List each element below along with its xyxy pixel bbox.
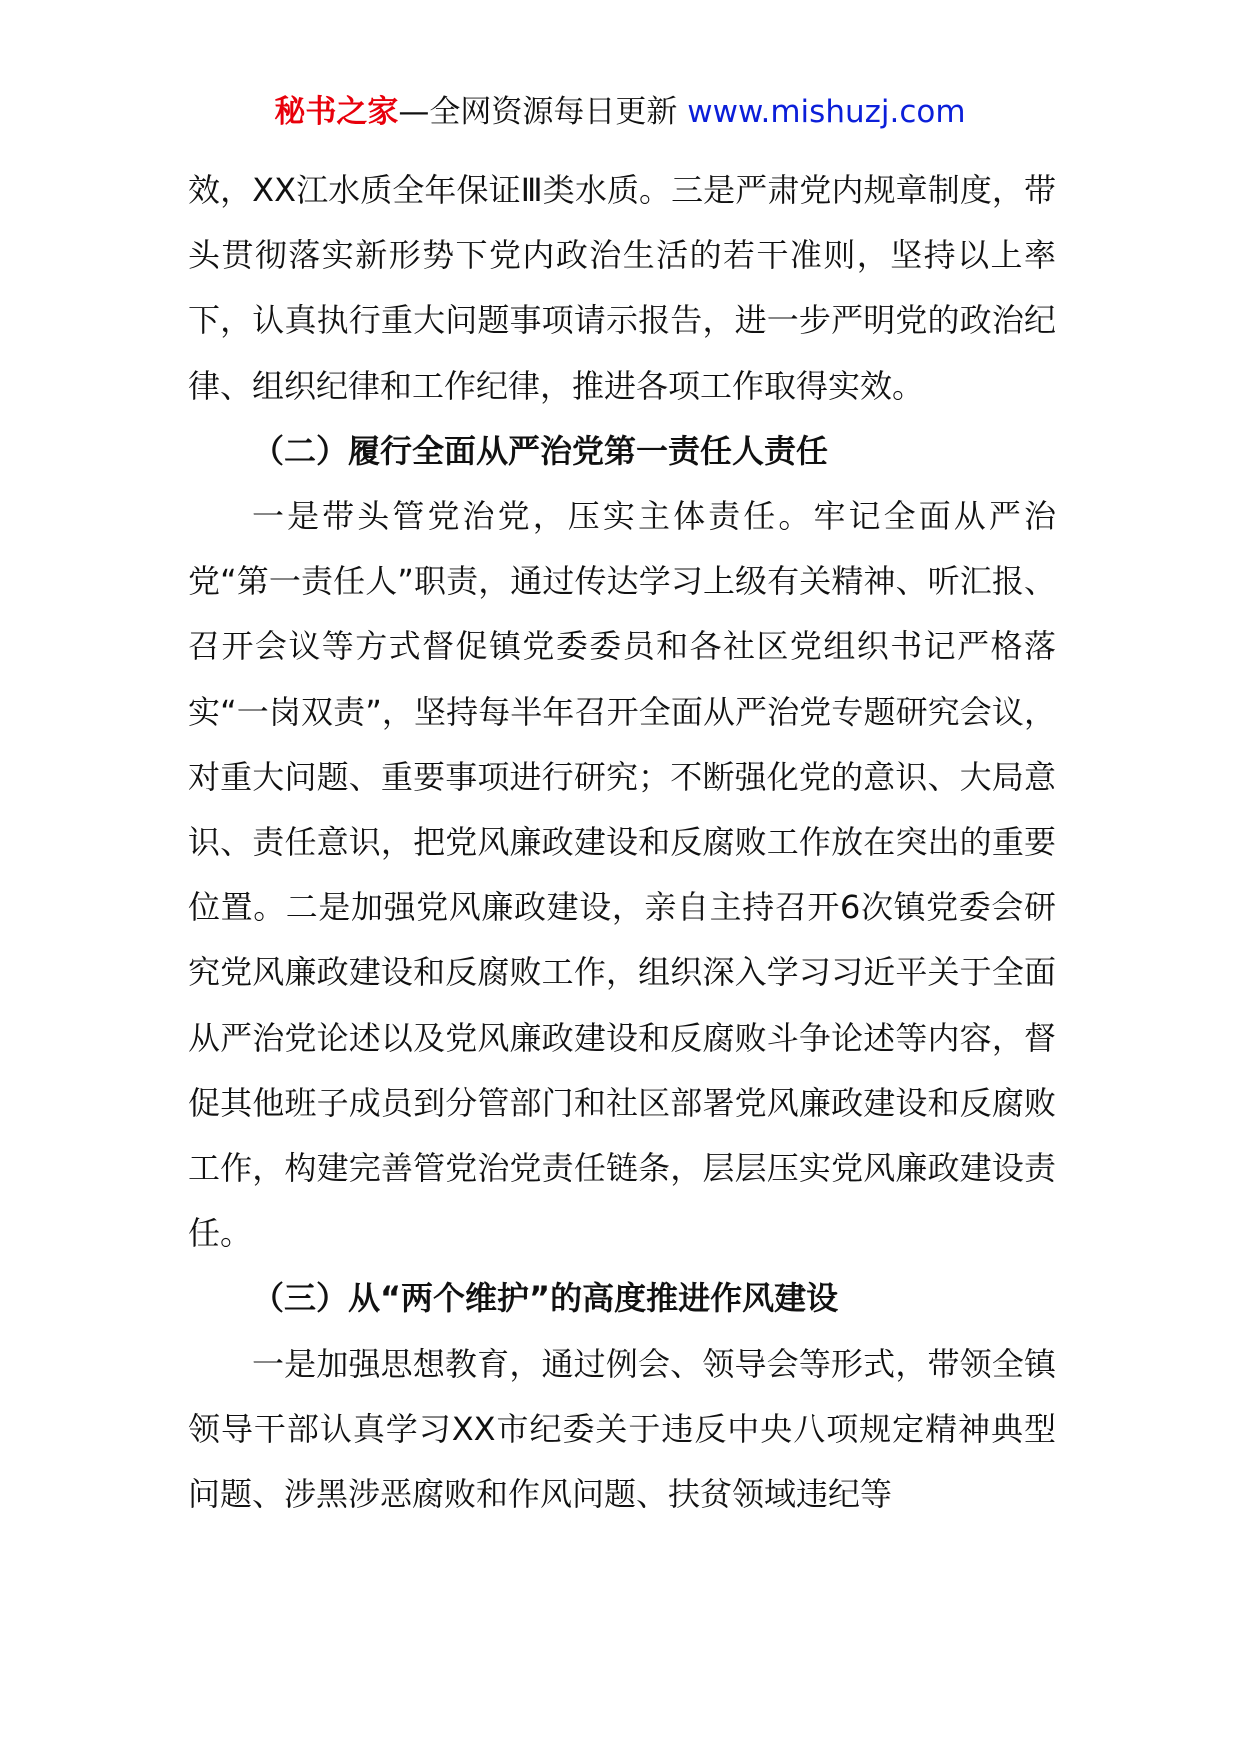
section-heading-3: （三）从“两个维护”的高度推进作风建设 xyxy=(252,1279,839,1318)
header-tagline: —全网资源每日更新 xyxy=(398,94,678,130)
paragraph-section-3: 一是加强思想教育，通过例会、领导会等形式，带领全镇领导干部认真学习XX市纪委关于违反中央八项规定精神典型问题、涉黑涉恶腐败和作风问题、扶贫领域违纪等 xyxy=(188,1344,1056,1514)
site-header xyxy=(0,92,1240,132)
section-heading-2: （二）履行全面从严治党第一责任人责任 xyxy=(252,431,829,470)
paragraph-continued: 效，XX江水质全年保证Ⅲ类水质。三是严肃党内规章制度，带头贯彻落实新形势下党内政治生活的若干准则，坚持以上率下，认真执行重大问题事项请示报告，进一步严明党的政治纪律、组织纪律和工作纪律，推进各项工作取得实效。 xyxy=(188,171,1056,405)
paragraph-section-2: 一是带头管党治党，压实主体责任。牢记全面从严治党“第一责任人”职责，通过传达学习上级有关精神、听汇报、召开会议等方式督促镇党委委员和各社区党组织书记严格落实“一岗双责”，坚持每半年召开全面从严治党专题研究会议，对重大问题、重要事项进行研究；不断强化党的意识、大局意识、责任意识，把党风廉政建设和反腐败工作放在突出的重要位置。二是加强党风廉政建设，亲自主持召开6次镇党委会研究党风廉政建设和反腐败工作，组织深入学习习近平关于全面从严治党论述以及党风廉政建设和反腐败斗争论述等内容，督促其他班子成员到分管部门和社区部署党风廉政建设和反腐败工作，构建完善管党治党责任链条，层层压实党风廉政建设责任。 xyxy=(188,497,1056,1253)
document-body xyxy=(188,158,1056,1527)
brand-name: 秘书之家 xyxy=(274,94,399,130)
site-url-link[interactable]: www.mishuzj.com xyxy=(687,94,966,130)
